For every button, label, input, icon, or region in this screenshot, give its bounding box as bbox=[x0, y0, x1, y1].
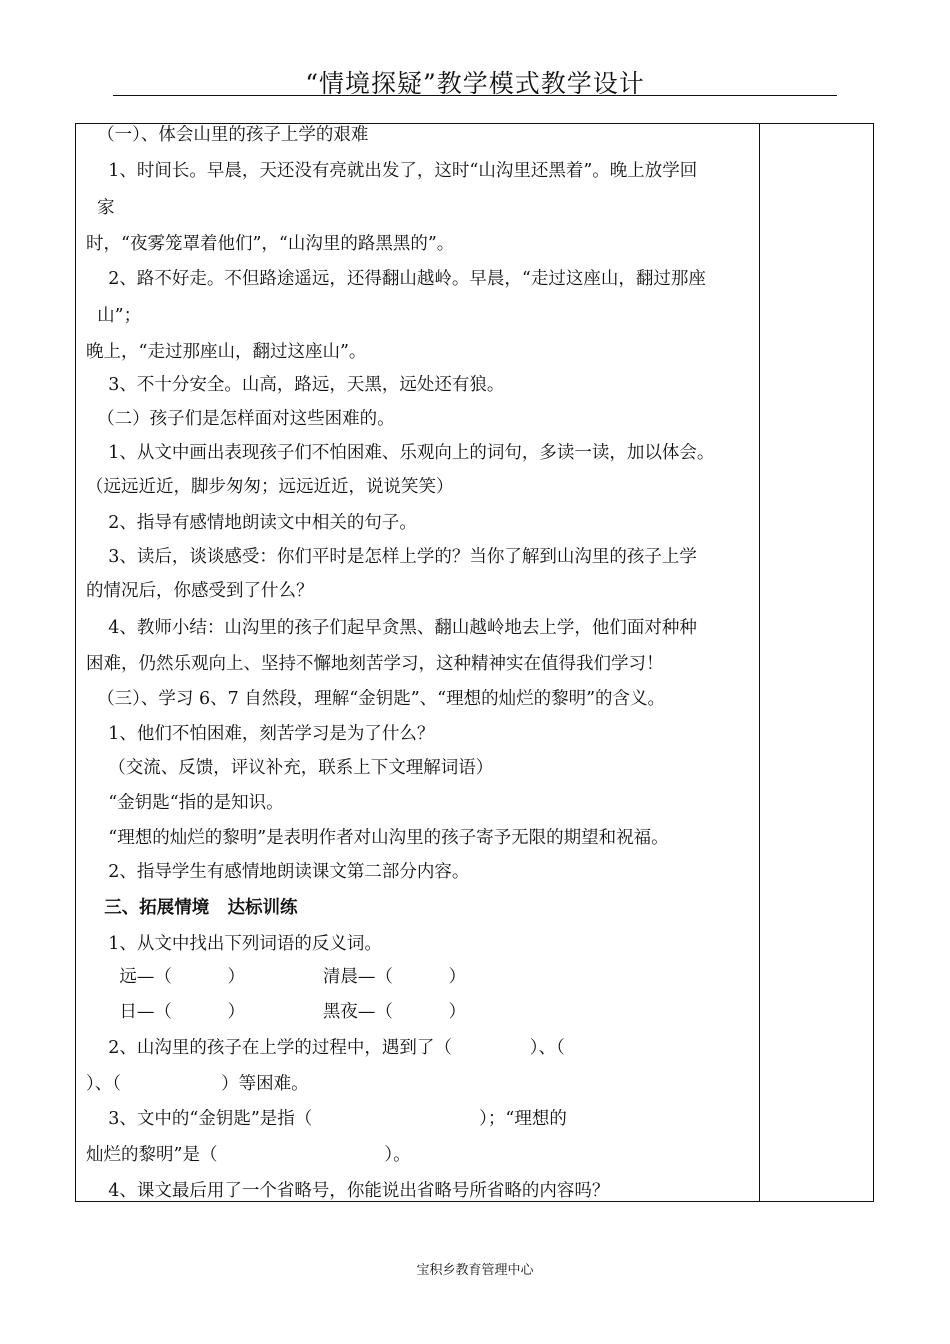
page-title: “情境探疑”教学模式教学设计 bbox=[305, 69, 645, 98]
exercise-line: 灿烂的黎明”是（ ）。 bbox=[86, 1145, 411, 1165]
exercise-line: 1、从文中找出下列词语的反义词。 bbox=[86, 934, 382, 954]
text-line: 家 bbox=[86, 198, 115, 218]
text-line: 2、路不好走。不但路途遥远，还得翻山越岭。早晨，“走过这座山，翻过那座 bbox=[86, 269, 706, 289]
header-rule bbox=[113, 95, 837, 96]
text-line: 晚上，“走过那座山，翻过这座山”。 bbox=[86, 342, 367, 362]
text-line: （交流、反馈，评议补充，联系上下文理解词语） bbox=[86, 758, 494, 778]
text-line: 3、读后，谈谈感受：你们平时是怎样上学的？当你了解到山沟里的孩子上学 bbox=[86, 547, 697, 567]
text-line: “理想的灿烂的黎明”是表明作者对山沟里的孩子寄予无限的期望和祝福。 bbox=[86, 828, 669, 848]
exercise-line: 4、课文最后用了一个省略号，你能说出省略号所省略的内容吗？ bbox=[86, 1181, 610, 1201]
exercise-line: 日—（ ） 黑夜—（ ） bbox=[86, 1002, 467, 1022]
text-line: 1、他们不怕困难，刻苦学习是为了什么？ bbox=[86, 724, 435, 744]
section-heading: （三）、学习 6、7 自然段，理解“金钥匙”、“理想的灿烂的黎明”的含义。 bbox=[86, 689, 666, 709]
text-line: 1、从文中画出表现孩子们不怕困难、乐观向上的词句，多读一读，加以体会。 bbox=[86, 443, 715, 463]
text-line: 山”； bbox=[86, 306, 142, 326]
exercise-line: 3、文中的“金钥匙”是指（ ）；“理想的 bbox=[86, 1109, 567, 1129]
section-heading: 三、拓展情境 达标训练 bbox=[86, 898, 298, 918]
text-line: 3、不十分安全。山高，路远，天黑，远处还有狼。 bbox=[86, 375, 505, 395]
text-line: 时，“夜雾笼罩着他们”，“山沟里的路黑黑的”。 bbox=[86, 234, 455, 254]
exercise-line: 远—（ ） 清晨—（ ） bbox=[86, 967, 467, 987]
text-line: “金钥匙“指的是知识。 bbox=[86, 793, 284, 813]
exercise-line: ）、（ ）等困难。 bbox=[86, 1074, 309, 1094]
text-line: 困难，仍然乐观向上、坚持不懈地刻苦学习，这种精神实在值得我们学习！ bbox=[86, 654, 664, 674]
exercise-line: 2、山沟里的孩子在上学的过程中，遇到了（ ）、（ bbox=[86, 1038, 565, 1058]
section-heading: （一）、体会山里的孩子上学的艰难 bbox=[86, 125, 369, 145]
text-line: 的情况后，你感受到了什么？ bbox=[86, 581, 314, 601]
section-heading: （二）孩子们是怎样面对这些困难的。 bbox=[86, 409, 395, 429]
text-line: 4、教师小结：山沟里的孩子们起早贪黑、翻山越岭地去上学，他们面对种种 bbox=[86, 618, 697, 638]
text-line: （远远近近，脚步匆匆；远远近近，说说笑笑） bbox=[86, 477, 454, 497]
text-line: 1、时间长。早晨，天还没有亮就出发了，这时“山沟里还黑着”。晚上放学回 bbox=[86, 161, 698, 181]
notes-column-divider bbox=[759, 123, 760, 1202]
text-line: 2、指导学生有感情地朗读课文第二部分内容。 bbox=[86, 862, 470, 882]
text-line: 2、指导有感情地朗读文中相关的句子。 bbox=[86, 513, 417, 533]
page-footer: 宝积乡教育管理中心 bbox=[416, 1263, 534, 1278]
